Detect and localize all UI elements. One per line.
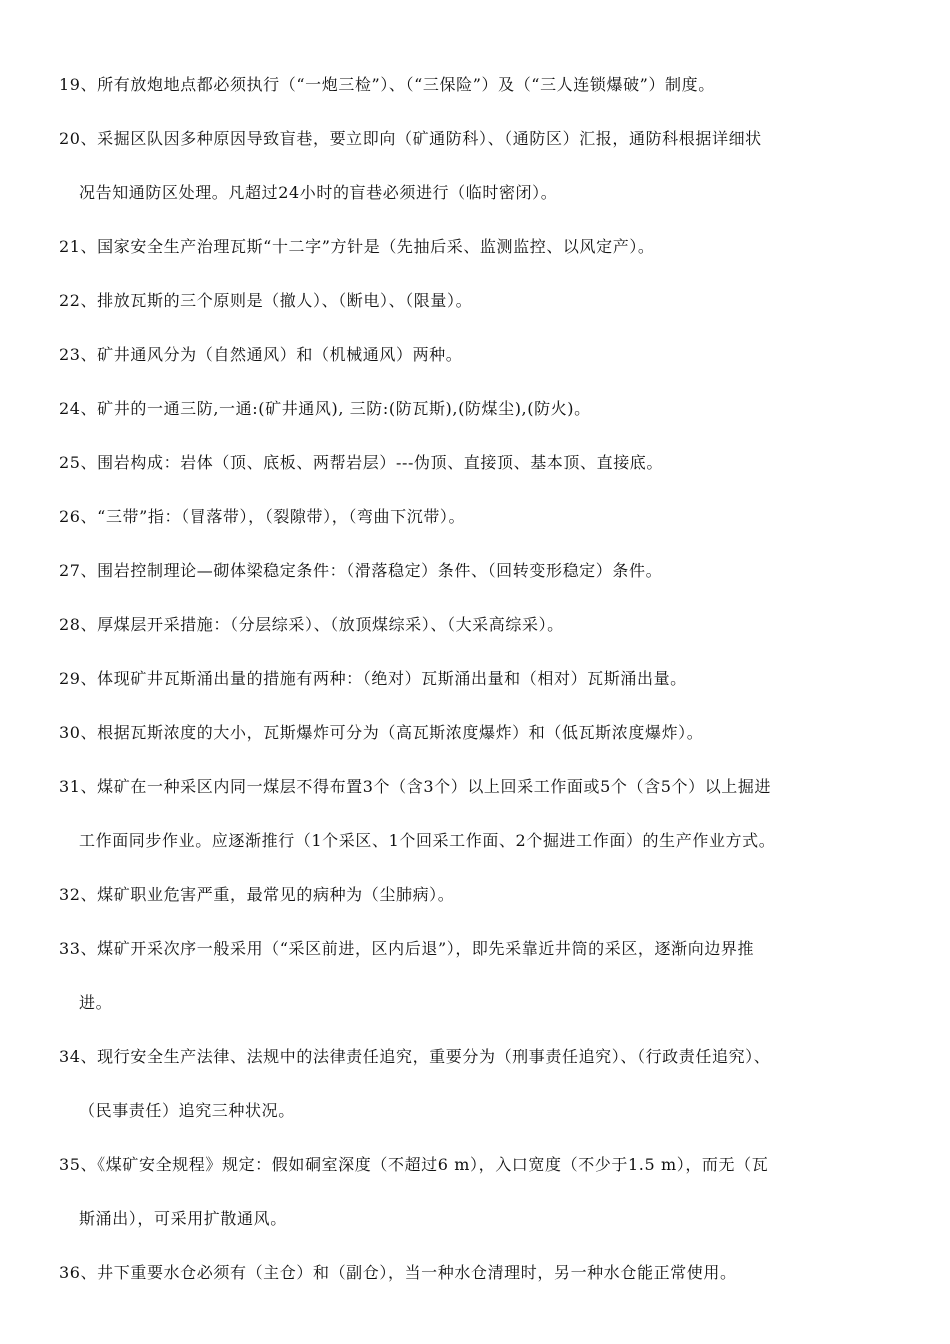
question-text: 煤矿开采次序一般采用（“采区前进，区内后退”），即先采靠近井筒的采区，逐渐向边界推 [97,939,755,958]
question-line [59,1030,899,1084]
question-number: 36、 [59,1263,98,1282]
question-item [59,868,899,922]
question-item [59,706,899,760]
question-text: “三带”指：（冒落带），（裂隙带），（弯曲下沉带）。 [97,507,466,526]
question-item [59,274,899,328]
question-continuation-line [59,814,899,868]
question-text: 况告知通防区处理。凡超过24小时的盲巷必须进行（临时密闭）。 [79,183,558,202]
question-item [59,598,899,652]
question-item [59,544,899,598]
question-item [59,328,899,382]
question-number: 25、 [59,453,98,472]
question-text: 井下重要水仓必须有（主仓）和（副仓），当一种水仓清理时，另一种水仓能正常使用。 [97,1263,737,1282]
question-line [59,868,899,922]
question-number: 33、 [59,939,98,958]
question-text: 进。 [79,993,113,1012]
question-item [59,652,899,706]
question-item [59,760,899,868]
question-continuation-line [59,976,899,1030]
question-text: 围岩控制理论—砌体梁稳定条件：（滑落稳定）条件、（回转变形稳定）条件。 [97,561,663,580]
question-line [59,706,899,760]
question-number: 21、 [59,237,98,256]
question-text: 体现矿井瓦斯涌出量的措施有两种：（绝对）瓦斯涌出量和（相对）瓦斯涌出量。 [97,669,687,688]
question-item [59,1138,899,1246]
question-text: 现行安全生产法律、法规中的法律责任追究，重要分为（刑事责任追究）、（行政责任追究）、 [97,1047,771,1066]
question-number: 28、 [59,615,98,634]
question-line [59,652,899,706]
question-item [59,382,899,436]
question-text: 矿井通风分为（自然通风）和（机械通风）两种。 [97,345,463,364]
question-line [59,58,899,112]
question-text: 厚煤层开采措施：（分层综采）、（放顶煤综采）、（大采高综采）。 [97,615,564,634]
question-number: 26、 [59,507,98,526]
question-text: 国家安全生产治理瓦斯“十二字”方针是（先抽后采、监测监控、以风定产）。 [97,237,655,256]
question-item [59,1246,899,1300]
question-text: （民事责任）追究三种状况。 [79,1101,295,1120]
question-item [59,922,899,1030]
question-text: 矿井的一通三防,一通:(矿井通风), 三防:(防瓦斯),(防煤尘),(防火)。 [97,399,591,418]
question-number: 23、 [59,345,98,364]
question-number: 22、 [59,291,98,310]
question-item [59,58,899,112]
question-text: 煤矿在一种采区内同一煤层不得布置3个（含3个）以上回采工作面或5个（含5个）以上掘进 [97,777,772,796]
question-text: 《煤矿安全规程》规定：假如硐室深度（不超过6 m），入口宽度（不少于1.5 m），而无（瓦 [97,1155,769,1174]
question-number: 30、 [59,723,98,742]
question-number: 27、 [59,561,98,580]
question-line [59,274,899,328]
question-number: 19、 [59,75,98,94]
question-number: 31、 [59,777,98,796]
question-line [59,544,899,598]
question-item [59,220,899,274]
question-line [59,922,899,976]
question-text: 围岩构成：岩体（顶、底板、两帮岩层）---伪顶、直接顶、基本顶、直接底。 [97,453,663,472]
question-line [59,490,899,544]
question-number: 32、 [59,885,98,904]
question-text: 工作面同步作业。应逐渐推行（1个采区、1个回采工作面、2个掘进工作面）的生产作业方式。 [79,831,776,850]
question-number: 34、 [59,1047,98,1066]
question-line [59,112,899,166]
question-number: 29、 [59,669,98,688]
question-continuation-line [59,166,899,220]
question-text: 斯涌出），可采用扩散通风。 [79,1209,287,1228]
question-line [59,1138,899,1192]
question-text: 根据瓦斯浓度的大小，瓦斯爆炸可分为（高瓦斯浓度爆炸）和（低瓦斯浓度爆炸）。 [97,723,704,742]
question-line [59,220,899,274]
question-text: 排放瓦斯的三个原则是（撤人）、（断电）、（限量）。 [97,291,473,310]
question-item [59,436,899,490]
question-list [59,58,899,1300]
question-text: 煤矿职业危害严重，最常见的病种为（尘肺病）。 [97,885,455,904]
question-text: 所有放炮地点都必须执行（“一炮三检”）、（“三保险”）及（“三人连锁爆破”）制度。 [97,75,715,94]
question-line [59,598,899,652]
question-item [59,1030,899,1138]
question-item [59,490,899,544]
question-line [59,382,899,436]
question-number: 24、 [59,399,98,418]
question-item [59,112,899,220]
question-number: 20、 [59,129,98,148]
question-line [59,1246,899,1300]
question-line [59,760,899,814]
question-continuation-line [59,1084,899,1138]
question-line [59,328,899,382]
question-number: 35、 [59,1155,98,1174]
question-line [59,436,899,490]
question-continuation-line [59,1192,899,1246]
question-text: 采掘区队因多种原因导致盲巷，要立即向（矿通防科）、（通防区）汇报，通防科根据详细状 [97,129,762,148]
